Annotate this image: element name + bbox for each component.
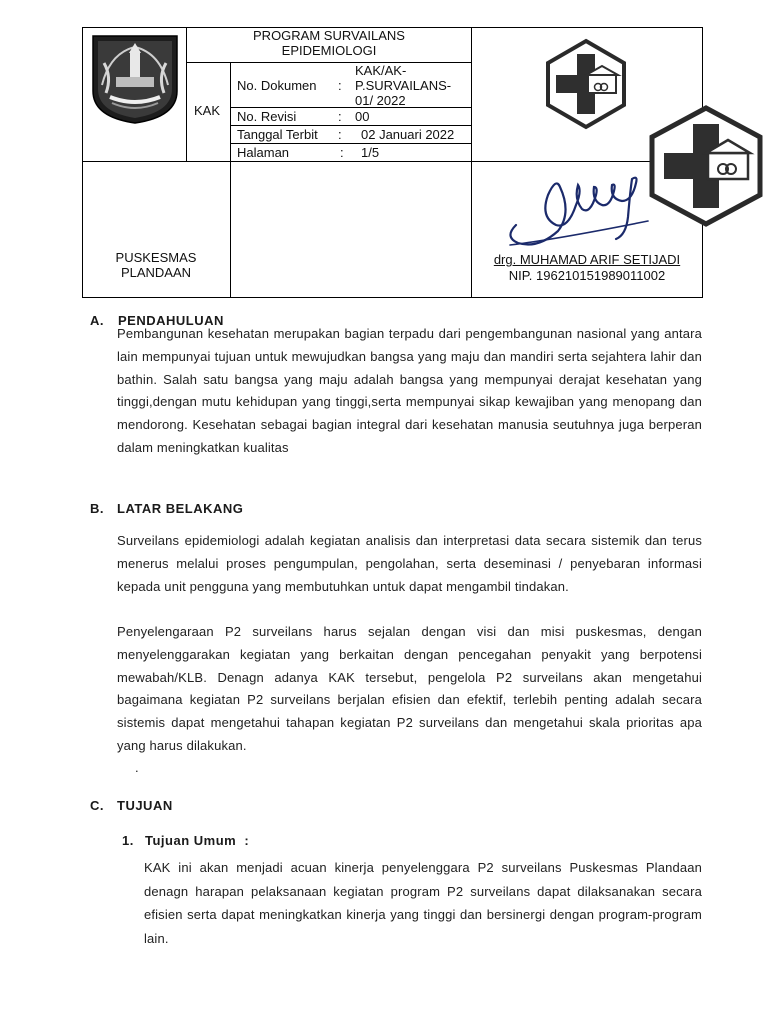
org-name: PUSKESMAS PLANDAAN [115,250,197,280]
doc-field-label: Halaman [237,145,290,160]
doc-field-sep: : [340,145,344,160]
doc-field-value: 02 Januari 2022 [361,127,455,142]
puskesmas-logo-icon [540,38,632,130]
section-paragraph: KAK ini akan menjadi acuan kinerja penyelenggara P2 surveilans Puskesmas Plandaan denagn harapan pelaksanaan kegiatan program P2 surveilans dapat dilaksanakan secara efisien serta dapat meningkatkan kinerja yang tinggi dan bersinergi dengan program-program lain. [144,860,702,946]
section-letter: A. [90,313,104,328]
signature-icon [498,165,658,257]
doc-field-label: No. Revisi [237,109,297,124]
signatory-nip: NIP. 196210151989011002 [508,268,666,283]
doc-field-sep: : [338,78,342,93]
section-letter: C. [90,798,104,813]
section-paragraph: Penyelengaraan P2 surveilans harus sejalan dengan visi dan misi puskesmas, dengan menyelenggarakan kegiatan yang berkaitan dengan pencegahan penyakit yang berpotensi mewabah/KLB. Denagn adanya KAK tersebut, pengelola P2 surveilans akan mengetahui bagaimana kegiatan P2 surveilans berjalan efisien dan efektif, terlebih penting adalah secara sistemis dapat mengetahui tahapan kegiatan P2 surveilans dan mengetahui skala prioritas apa yang harus dilakukan. [117,624,702,753]
section-paragraph: Pembangunan kesehatan merupakan bagian terpadu dari pengembangunan nasional yang antara lain mempunyai tujuan untuk mewujudkan bangsa yang maju dan mandiri serta sejahtera lahir dan bathin. Salah satu bangsa yang maju adalah bangsa yang mempunyai derajat kesehatan yang tinggi,dengan mutu kehidupan yang tinggi,serta mempunyai sikap kewajiban yang menopang dan mendorong. Kesehatan sebagai bagian integral dari kesehatan manusia seutuhnya juga berperan dalam meningkatkan kualitas [117,326,702,455]
puskesmas-logo-icon [644,104,768,228]
doc-field-sep: : [338,127,342,142]
section-paragraph: Surveilans epidemiologi adalah kegiatan analisis dan interpretasi data secara sistemik dan terus menerus melalui proses pengumpulan, pengolahan, serta deseminasi / penyebaran informasi kepada unit pengguna yang membutuhkan untuk dapat mengambil tindakan. [117,533,702,594]
doc-field-label: No. Dokumen [237,78,317,93]
subsection-number: 1. [122,833,134,848]
section-letter: B. [90,501,104,516]
subsection-title: Tujuan Umum : [145,833,250,848]
signatory-name: drg. MUHAMAD ARIF SETIJADI [493,252,681,267]
doc-field-value: 00 [355,109,370,124]
doc-type-label: KAK [194,103,221,118]
doc-field-value: KAK/AK-P.SURVAILANS-01/ 2022 [355,63,452,108]
section-title: LATAR BELAKANG [117,501,244,516]
regency-emblem-icon [90,33,180,125]
section-title: TUJUAN [117,798,173,813]
stray-dot: . [135,760,139,775]
doc-field-sep: : [338,109,342,124]
doc-field-label: Tanggal Terbit [237,127,318,142]
program-title: PROGRAM SURVAILANS EPIDEMIOLOGI [253,28,405,58]
section-title: PENDAHULUAN [118,313,224,328]
doc-field-value: 1/5 [361,145,380,160]
